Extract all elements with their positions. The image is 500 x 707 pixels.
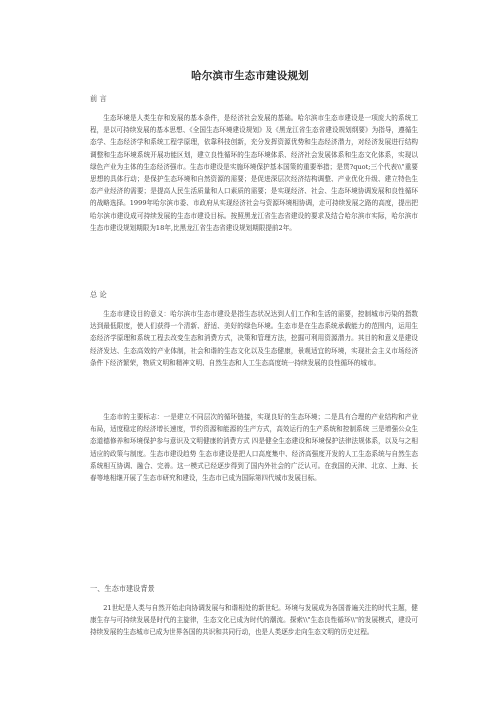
overview-paragraph-1: 生态市建设目的意义：哈尔滨市生态市建设是指生态状况达到人们工作和生活的需要，控制城市污染的指数达到最低限度，使人们获得一个清新、舒适、美好的绿色环境。生态市是在生态系统承载能力的范围内，运用生态经济学原理和系统工程去改变生态和消费方式，决策和管理方法，挖掘可利用资源潜力。其目的和意义是建设经济发达、生态高效的产业体制，社会和谐的生态文化以及生态健康，景观适宜的环境，实现社会主义市场经济条件下经济繁荣，物质文明和精神文明、自然生态和人工生态高度统一持续发展的良性循环的城市。 [90, 310, 418, 367]
preface-heading: 前 言 [90, 94, 107, 103]
overview-paragraph-2: 生态市的主要标志：一是建立不同层次的循环链接，实现良好的生态环境；二是具有合理的产业结构和产业布局，适度稳定的经济增长速度，节约资源和能源的生产方式，高效运行的生产系统和控制系统 三是增强公众生态道德修养和环境保护参与意识及文明健康的消费方式 四是健全生态建设和环境保护法律法规体系，以及与之相适应的政策与制度。生态市建设趋势 生态市建设是把人口高度集中、经济高强度开发的人工生态系统与自然生态系统相互协调、融合、完善。这一模式已经逐步得到了国内外社会的广泛认可。在我国的天津、北京、上海、长春等地相继开展了生态市研究和建设，生态市已成为国际第四代城市发展目标。 [90, 413, 418, 483]
document-title: 哈尔滨市生态市建设规划 [191, 70, 309, 82]
section-one-heading: 一、生态市建设背景 [90, 584, 155, 593]
section-one-paragraph: 21世纪是人类与自然开始走向协调发展与和谐相处的新世纪。环境与发展成为各国普遍关注的时代主题，健康生存与可持续发展是时代的主旋律，生态文化已成为时代的潮流。探索\\"生态良性循环\\"的发展模式，建设可持续发展的生态城市已成为世界各国的共识和共同行动，也是人类逐步走向生态文明的历史过程。 [90, 604, 418, 637]
overview-heading: 总 论 [90, 290, 107, 299]
preface-paragraph: 生态环境是人类生存和发展的基本条件，是经济社会发展的基础。哈尔滨市生态市建设是一项庞大的系统工程，是以可持续发展的基本思想、《全国生态环境建设规划》及《黑龙江省生态省建设规划纲要》为指导，遵循生态学、生态经济学和系统工程学原理，依靠科技创新，充分发挥资源优势和生态经济潜力，对经济发展进行结构调整和生态环境系统开展功能区划，建立良性循环的生态环境体系、经济社会发展体系和生态文化体系，实现以绿色产业为主体的生态经济强市。生态市建设是实施环境保护基本国策的重要举措；是贯?quot;三个代表\\"重要思想的具体行动；是保护生态环境和自然资源的需要；是促进深层次经济结构调整、产业优化升级、建立特色生态产业经济的需要；是提高人民生活质量和人口素质的需要；是实现经济、社会、生态环境协调发展和良性循环的战略选择。1999年哈尔滨市委、市政府从实现经济社会与资源环境相协调，走可持续发展之路的高度，提出把哈尔滨市建设成可持续发展的生态市建设目标。按照黑龙江省生态省建设的要求及结合哈尔滨市实际，哈尔滨市生态市建设规划期限为18年,比黑龙江省生态省建设规划期限提前2年。 [90, 114, 418, 232]
